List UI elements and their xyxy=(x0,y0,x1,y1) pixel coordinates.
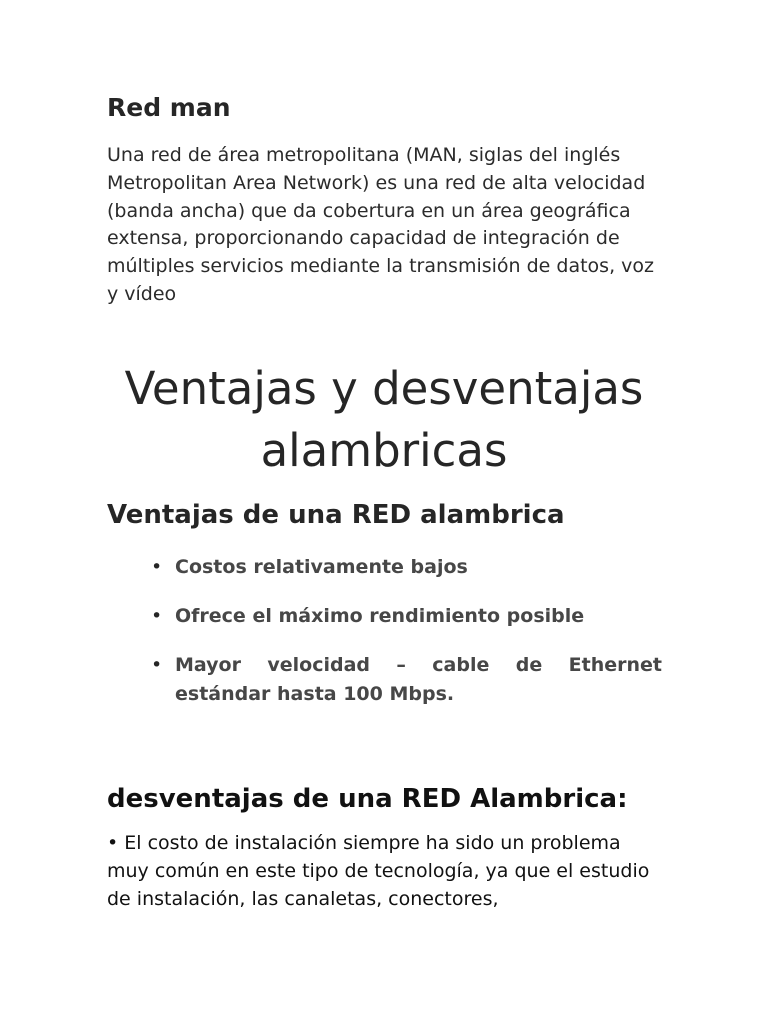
paragraph-desventajas: • El costo de instalación siempre ha sido un problema muy común en este tipo de tecnología, ya que el estudio de instalación, las canaletas, conectores, xyxy=(107,832,650,910)
list-item xyxy=(107,553,662,582)
list-item xyxy=(107,651,662,709)
ventajas-list xyxy=(107,553,662,709)
heading-desventajas: desventajas de una RED Alambrica: xyxy=(107,784,628,814)
paragraph-red-man: Una red de área metropolitana (MAN, siglas del inglés Metropolitan Area Network) es una red de alta velocidad (banda ancha) que da cobertura en un área geográfica extensa, proporcionando capacidad de integración de múltiples servicios mediante la transmisión de datos, voz y vídeo xyxy=(107,144,655,305)
bullet-icon: • xyxy=(151,605,163,627)
main-title-line-2: alambricas xyxy=(260,424,508,477)
list-item xyxy=(107,602,662,631)
list-item-text: Ofrece el máximo rendimiento posible xyxy=(175,605,585,627)
heading-ventajas: Ventajas de una RED alambrica xyxy=(107,500,565,530)
bullet-icon: • xyxy=(151,654,163,676)
heading-red-man: Red man xyxy=(107,93,231,122)
list-item-text: Costos relativamente bajos xyxy=(175,556,468,578)
list-item-text: Mayor velocidad – cable de Ethernet estándar hasta 100 Mbps. xyxy=(175,654,662,705)
main-title xyxy=(60,358,708,482)
bullet-icon: • xyxy=(151,556,163,578)
main-title-line-1: Ventajas y desventajas xyxy=(124,362,644,415)
